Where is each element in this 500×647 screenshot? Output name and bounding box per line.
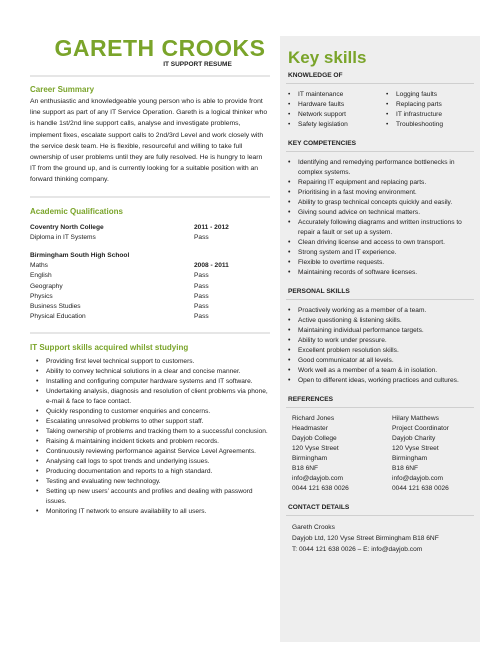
school-row: [30, 251, 270, 261]
qualification-row: [30, 233, 270, 243]
list-item: • Good communicator at all levels.: [282, 356, 474, 366]
ref-line: Hilary Matthews: [392, 415, 439, 422]
qualifications-table: [30, 223, 270, 323]
list-item: • Repairing IT equipment and replacing parts.: [282, 178, 474, 188]
list-item: • Open to different ideas, working practices and cultures.: [282, 376, 474, 386]
ref-line: B18 6NF: [392, 465, 419, 472]
list-item: • Testing and evaluating new technology.: [30, 477, 270, 487]
subject: Business Studies: [30, 303, 81, 311]
qualification-row: [30, 292, 270, 302]
list-item: • Giving sound advice on technical matters.: [282, 208, 474, 218]
reference-2: [392, 414, 482, 494]
ref-line: Birmingham: [292, 455, 328, 462]
it-skills-section: [30, 343, 270, 517]
personal-skills-list: [280, 306, 480, 386]
school-row: [30, 223, 270, 233]
contact-line: Gareth Crooks: [292, 524, 335, 531]
divider: [286, 515, 474, 516]
list-item: • Undertaking analysis, diagnosis and resolution of client problems via phone, e-mail & face to face contact.: [30, 387, 270, 407]
key-skills-title: Key skills: [288, 48, 367, 67]
list-item: • Setting up new users' accounts and profiles and dealing with password issues.: [30, 487, 270, 507]
career-summary-section: [30, 85, 270, 186]
school-name: Coventry North College: [30, 223, 104, 231]
personal-skills-heading: PERSONAL SKILLS: [288, 288, 350, 295]
list-item: • Proactively working as a member of a team.: [282, 306, 474, 316]
ref-line: B18 6NF: [292, 465, 319, 472]
divider: [286, 407, 474, 408]
references-heading: REFERENCES: [288, 396, 334, 403]
divider: [30, 75, 270, 77]
divider: [286, 83, 474, 84]
ref-line: Dayjob Charity: [392, 435, 436, 442]
career-summary-text: An enthusiastic and knowledgeable young person who is able to provide front line support as part of any IT Service Operation. Gareth is a logical thinker who is handle 1st/2nd line support calls, analyse and investigate problems, implement fixes, escalate support calls to 2nd/3rd Level and work closely with the service desk team. He is flexible, resourceful and willing to take full ownership of user problems until they are fully resolved. He is hungry to learn IT from the ground up, and is currently looking for a suitable position with an forward thinking company.: [30, 98, 268, 184]
knowledge-grid: [280, 90, 480, 130]
contact-line: Dayjob Ltd, 120 Vyse Street Birmingham B18 6NF: [292, 535, 439, 542]
result: Pass: [194, 282, 209, 290]
list-item: • Ability to convey technical solutions in a clear and concise manner.: [30, 367, 270, 377]
ref-line: Richard Jones: [292, 415, 335, 422]
list-item: • Escalating unresolved problems to other support staff.: [30, 417, 270, 427]
list-item: • Flexible to overtime requests.: [282, 258, 474, 268]
divider: [286, 151, 474, 152]
list-item: • Work well as a member of a team & in isolation.: [282, 366, 474, 376]
list-item: • Producing documentation and reports to a high standard.: [30, 467, 270, 477]
result: Pass: [194, 272, 209, 280]
school-name: Birmingham South High School: [30, 252, 130, 260]
section-title: Career Summary: [30, 85, 95, 94]
contact-details: [280, 522, 480, 555]
subject: Geography: [30, 282, 63, 290]
result: Pass: [194, 313, 209, 321]
subject: Maths: [30, 262, 48, 270]
knowledge-item: • Logging faults: [380, 90, 470, 100]
list-item: • Accurately following diagrams and written instructions to repair a fault or set up a system.: [282, 218, 474, 238]
ref-line: Headmaster: [292, 425, 328, 432]
ref-line: 0044 121 638 0026: [392, 485, 449, 492]
list-item: • Excellent problem resolution skills.: [282, 346, 474, 356]
competencies-list: [280, 158, 480, 278]
list-item: • Ability to grasp technical concepts quickly and easily.: [282, 198, 474, 208]
subject: Physical Education: [30, 313, 86, 321]
contact-line: T: 0044 121 638 0026 – E: info@dayjob.com: [292, 546, 423, 553]
ref-line: Birmingham: [392, 455, 428, 462]
knowledge-item: • Replacing parts: [380, 100, 470, 110]
list-item: • Identifying and remedying performance bottlenecks in complex systems.: [282, 158, 474, 178]
section-title: IT Support skills acquired whilst studying: [30, 343, 189, 353]
result: Pass: [194, 292, 209, 300]
ref-line: Project Coordinator: [392, 425, 449, 432]
divider: [30, 196, 270, 198]
list-item: • Maintaining individual performance targets.: [282, 326, 474, 336]
list-item: • Active questioning & listening skills.: [282, 316, 474, 326]
list-item: • Analysing call logs to spot trends and underlying issues.: [30, 457, 270, 467]
key-skills-panel: [280, 36, 480, 642]
competencies-heading: KEY COMPETENCIES: [288, 140, 357, 147]
ref-line: 0044 121 638 0026: [292, 485, 349, 492]
qualification-row: [30, 282, 270, 292]
reference-1: [292, 414, 392, 494]
knowledge-item: • Safety legislation: [282, 120, 380, 130]
section-title: Academic Qualifications: [30, 206, 123, 216]
references-grid: [280, 414, 480, 494]
contact-heading: CONTACT DETAILS: [288, 504, 350, 511]
ref-line: info@dayjob.com: [292, 475, 344, 482]
list-item: • Continuously reviewing performance against Service Level Agreements.: [30, 447, 270, 457]
divider: [30, 332, 270, 334]
subject: Physics: [30, 292, 53, 300]
knowledge-item: • Hardware faults: [282, 100, 380, 110]
list-item: • Monitoring IT network to ensure availability to all users.: [30, 507, 270, 517]
academic-section: [30, 207, 270, 323]
qualification-row: [30, 271, 270, 281]
subject: English: [30, 272, 52, 280]
knowledge-item: • IT maintenance: [282, 90, 380, 100]
list-item: • Providing first level technical support to customers.: [30, 357, 270, 367]
ref-line: Dayjob College: [292, 435, 337, 442]
list-item: • Taking ownership of problems and tracking them to a successful conclusion.: [30, 427, 270, 437]
subject: Diploma in IT Systems: [30, 233, 96, 241]
list-item: • Maintaining records of software licenses.: [282, 268, 474, 278]
divider: [286, 299, 474, 300]
main-column: [30, 36, 270, 517]
knowledge-heading: KNOWLEDGE OF: [288, 72, 343, 79]
result: 2008 - 2011: [194, 262, 229, 270]
list-item: • Quickly responding to customer enquiries and concerns.: [30, 407, 270, 417]
list-item: • Installing and configuring computer hardware systems and IT software.: [30, 377, 270, 387]
knowledge-item: • Troubleshooting: [380, 120, 470, 130]
qualification-row: [30, 302, 270, 312]
result: Pass: [194, 303, 209, 311]
result: Pass: [194, 233, 209, 241]
qualification-row: [30, 261, 270, 271]
ref-line: info@dayjob.com: [392, 475, 444, 482]
ref-line: 120 Vyse Street: [392, 445, 439, 452]
list-item: • Clean driving license and access to own transport.: [282, 238, 474, 248]
knowledge-item: • Network support: [282, 110, 380, 120]
school-years: 2011 - 2012: [194, 223, 229, 231]
candidate-name: GARETH CROOKS: [54, 35, 266, 61]
knowledge-item: • IT infrastructure: [380, 110, 470, 120]
list-item: • Prioritising in a fast moving environment.: [282, 188, 474, 198]
qualification-row: [30, 312, 270, 322]
list-item: • Ability to work under pressure.: [282, 336, 474, 346]
resume-subtitle: IT SUPPORT RESUME: [163, 61, 232, 68]
ref-line: 120 Vyse Street: [292, 445, 339, 452]
list-item: • Raising & maintaining incident tickets and problem records.: [30, 437, 270, 447]
list-item: • Strong system and IT experience.: [282, 248, 474, 258]
it-skills-list: [30, 357, 270, 517]
